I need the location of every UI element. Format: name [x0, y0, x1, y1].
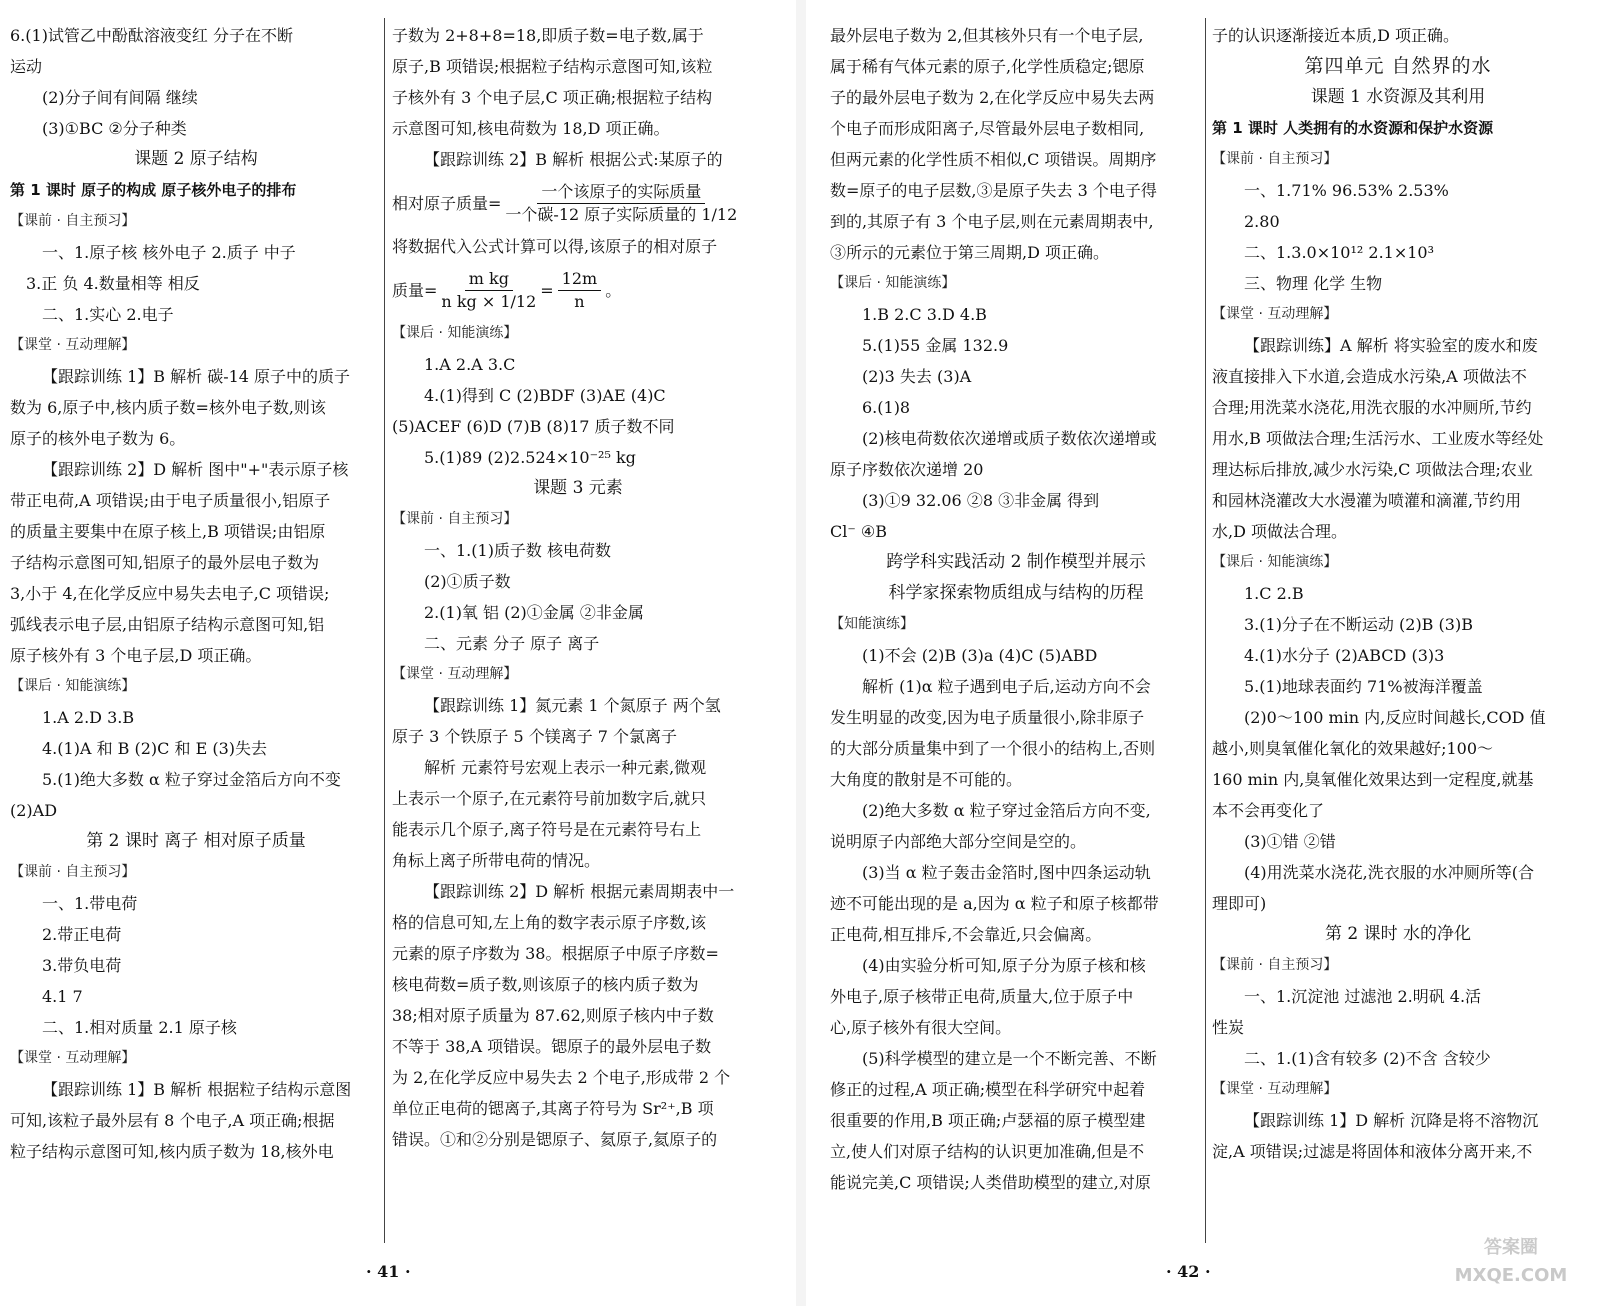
- text-line: 4.(1)得到 C (2)BDF (3)AE (4)C: [424, 386, 666, 405]
- text-line: 【课堂 · 互动理解】: [10, 337, 136, 353]
- text-line: 1.A 2.A 3.C: [424, 355, 516, 374]
- text-line: 修正的过程,A 项正确;模型在科学研究中起着: [830, 1080, 1146, 1099]
- text-line: 【课后 · 知能演练】: [392, 325, 518, 341]
- text-line: 【跟踪训练 1】B 解析 碳-14 原子中的质子: [42, 367, 351, 386]
- text-line: 三、物理 化学 生物: [1244, 274, 1383, 293]
- text-line: 课题 2 原子结构: [134, 149, 258, 169]
- text-line: 元素的原子序数为 38。根据原子中原子序数=: [392, 944, 719, 963]
- formula-denominator: 一个碳-12 原子实际质量的 1/12: [505, 204, 738, 224]
- text-line: 的大部分质量集中到了一个很小的结构上,否则: [830, 739, 1156, 758]
- text-line: 第四单元 自然界的水: [1304, 55, 1492, 77]
- text-line: 5.(1)绝大多数 α 粒子穿过金箔后方向不变: [42, 770, 341, 789]
- text-line: 的质量主要集中在原子核上,B 项错误;由铝原: [10, 522, 326, 541]
- page-number-right: · 42 ·: [1166, 1262, 1211, 1281]
- text-line: 1.A 2.D 3.B: [42, 708, 135, 727]
- text-line: 1.B 2.C 3.D 4.B: [862, 305, 987, 324]
- text-line: 160 min 内,臭氧催化效果达到一定程度,就基: [1212, 770, 1534, 789]
- text-line: (1)不会 (2)B (3)a (4)C (5)ABD: [862, 646, 1098, 665]
- text-line: 错误。①和②分别是锶原子、氦原子,氦原子的: [392, 1130, 718, 1149]
- text-line: 5.(1)89 (2)2.524×10⁻²⁵ kg: [424, 448, 636, 467]
- text-line: 理即可): [1212, 894, 1267, 913]
- text-line: 子核外有 3 个电子层,C 项正确;根据粒子结构: [392, 88, 713, 107]
- text-line: 原子序数依次递增 20: [830, 460, 984, 479]
- calc-numerator-2: 12m: [558, 268, 602, 291]
- text-line: 粒子结构示意图可知,核内质子数为 18,核外电: [10, 1142, 334, 1161]
- text-line: 理达标后排放,减少水污染,C 项做法合理;农业: [1212, 460, 1533, 479]
- text-line: 不等于 38,A 项错误。锶原子的最外层电子数: [392, 1037, 712, 1056]
- text-line: 【课堂 · 互动理解】: [10, 1050, 136, 1066]
- text-line: 二、1.相对质量 2.1 原子核: [42, 1018, 237, 1037]
- text-line: 为 2,在化学反应中易失去 2 个电子,形成带 2 个: [392, 1068, 731, 1087]
- text-line: 【课堂 · 互动理解】: [1212, 306, 1338, 322]
- text-line: 3.(1)分子在不断运动 (2)B (3)B: [1244, 615, 1473, 634]
- text-line: 单位正电荷的锶离子,其离子符号为 Sr²⁺,B 项: [392, 1099, 714, 1118]
- text-line: 格的信息可知,左上角的数字表示原子序数,该: [392, 913, 707, 932]
- column-divider-left: [384, 18, 385, 1243]
- column-2-part-b: [392, 231, 764, 262]
- text-line: 2.(1)氧 铝 (2)①金属 ②非金属: [424, 603, 644, 622]
- text-line: 可知,该粒子最外层有 8 个电子,A 项正确;根据: [10, 1111, 335, 1130]
- text-line: 但两元素的化学性质不相似,C 项错误。周期序: [830, 150, 1157, 169]
- text-line: 示意图可知,核电荷数为 18,D 项正确。: [392, 119, 670, 138]
- text-line: (2)分子间有间隔 继续: [42, 88, 198, 107]
- text-line: 用水,B 项做法合理;生活污水、工业废水等经处: [1212, 429, 1544, 448]
- text-line: 个电子而形成阳离子,尽管最外层电子数相同,: [830, 119, 1145, 138]
- text-line: 一、1.带电荷: [42, 894, 138, 913]
- text-line: 将数据代入公式计算可以得,该原子的相对原子: [392, 237, 718, 256]
- text-line: 子结构示意图可知,铝原子的最外层电子数为: [10, 553, 320, 572]
- text-line: 水,D 项做法合理。: [1212, 522, 1348, 541]
- text-line: 第 2 课时 离子 相对原子质量: [86, 831, 306, 851]
- text-line: 6.(1)8: [862, 398, 911, 417]
- text-line: 解析 元素符号宏观上表示一种元素,微观: [424, 758, 707, 777]
- text-line: 【跟踪训练】A 解析 将实验室的废水和废: [1244, 336, 1538, 355]
- text-line: 第 2 课时 水的净化: [1324, 924, 1472, 944]
- watermark-line-2: MXQE.COM: [1454, 1265, 1568, 1286]
- column-2-part-c: [392, 318, 764, 1155]
- relative-atomic-mass-formula: [392, 175, 764, 231]
- text-line: 核电荷数=质子数,则该原子的核内质子数为: [392, 975, 699, 994]
- text-line: 弧线表示电子层,由铝原子结构示意图可知,铝: [10, 615, 325, 634]
- text-line: 3,小于 4,在化学反应中易失去电子,C 项错误;: [10, 584, 330, 603]
- text-line: 正电荷,相互排斥,不会靠近,只会偏离。: [830, 925, 1102, 944]
- text-line: 一、1.原子核 核外电子 2.质子 中子: [42, 243, 296, 262]
- text-line: (4)由实验分析可知,原子分为原子核和核: [862, 956, 1146, 975]
- text-line: 【跟踪训练 1】氮元素 1 个氮原子 两个氢: [424, 696, 721, 715]
- text-line: 38;相对原子质量为 87.62,则原子核内中子数: [392, 1006, 714, 1025]
- text-line: 子的最外层电子数为 2,在化学反应中易失去两: [830, 88, 1155, 107]
- text-line: 二、1.实心 2.电子: [42, 305, 174, 324]
- text-line: 立,使人们对原子结构的认识更加准确,但是不: [830, 1142, 1145, 1161]
- text-line: 【课前 · 自主预习】: [10, 864, 136, 880]
- text-line: 科学家探索物质组成与结构的历程: [888, 583, 1144, 603]
- text-line: 【课后 · 知能演练】: [10, 678, 136, 694]
- calc-fraction-2: [558, 268, 602, 313]
- text-line: 二、1.3.0×10¹² 2.1×10³: [1244, 243, 1435, 262]
- text-line: 子的认识逐渐接近本质,D 项正确。: [1212, 26, 1460, 45]
- text-line: (3)①9 32.06 ②8 ③非金属 得到: [862, 491, 1100, 510]
- text-line: 【知能演练】: [830, 616, 914, 632]
- formula-numerator: 一个该原子的实际质量: [537, 181, 705, 204]
- right-page-column-2: [1212, 20, 1584, 1250]
- text-line: (2)绝大多数 α 粒子穿过金箔后方向不变,: [862, 801, 1151, 820]
- text-line: (3)①错 ②错: [1244, 832, 1336, 851]
- text-line: 大角度的散射是不可能的。: [830, 770, 1023, 789]
- text-line: 6.(1)试管乙中酚酞溶液变红 分子在不断: [10, 26, 294, 45]
- text-line: 很重要的作用,B 项正确;卢瑟福的原子模型建: [830, 1111, 1146, 1130]
- text-line: 外电子,原子核带正电荷,质量大,位于原子中: [830, 987, 1134, 1006]
- text-line: 2.带正电荷: [42, 925, 122, 944]
- text-line: 子数为 2+8+8=18,即质子数=电子数,属于: [392, 26, 704, 45]
- calculation-formula: [392, 262, 764, 318]
- text-line: 角标上离子所带电荷的情况。: [392, 851, 601, 870]
- text-line: (5)科学模型的建立是一个不断完善、不断: [862, 1049, 1157, 1068]
- text-line: 【课堂 · 互动理解】: [1212, 1081, 1338, 1097]
- text-line: 带正电荷,A 项错误;由于电子质量很小,铝原子: [10, 491, 331, 510]
- formula-fraction: [505, 181, 737, 226]
- text-line: 【跟踪训练 1】B 解析 根据粒子结构示意图: [42, 1080, 352, 1099]
- calc-lhs: 质量=: [392, 280, 438, 300]
- watermark-line-1: 答案圈: [1484, 1237, 1538, 1258]
- text-line: 数=原子的电子层数,③是原子失去 3 个电子得: [830, 181, 1157, 200]
- text-line: 【跟踪训练 1】D 解析 沉降是将不溶物沉: [1244, 1111, 1539, 1130]
- text-line: 能表示几个原子,离子符号是在元素符号右上: [392, 820, 702, 839]
- text-line: 二、元素 分子 原子 离子: [424, 634, 600, 653]
- formula-lhs: 相对原子质量=: [392, 193, 502, 213]
- text-line: 第 1 课时 人类拥有的水资源和保护水资源: [1212, 119, 1494, 137]
- text-line: 5.(1)55 金属 132.9: [862, 336, 1009, 355]
- text-line: 越小,则臭氧催化氧化的效果越好;100～: [1212, 739, 1494, 758]
- text-line: 液直接排入下水道,会造成水污染,A 项做法不: [1212, 367, 1527, 386]
- calc-equals: =: [540, 280, 554, 300]
- text-line: 1.C 2.B: [1244, 584, 1304, 603]
- text-line: 一、1.(1)质子数 核电荷数: [424, 541, 612, 560]
- text-line: 课题 1 水资源及其利用: [1310, 87, 1486, 107]
- text-line: 5.(1)地球表面约 71%被海洋覆盖: [1244, 677, 1483, 696]
- page-number-left: · 41 ·: [366, 1262, 411, 1281]
- text-line: (2)核电荷数依次递增或质子数依次递增或: [862, 429, 1157, 448]
- text-line: 数为 6,原子中,核内质子数=核外电子数,则该: [10, 398, 326, 417]
- text-line: (2)①质子数: [424, 572, 511, 591]
- text-line: 【跟踪训练 2】B 解析 根据公式:某原子的: [424, 150, 723, 169]
- calc-denominator-1: n kg × 1/12: [441, 291, 537, 311]
- text-line: 本不会再变化了: [1212, 801, 1325, 820]
- calc-end: 。: [605, 280, 622, 300]
- text-line: (2)3 失去 (3)A: [862, 367, 972, 386]
- text-line: 3.正 负 4.数量相等 相反: [26, 274, 200, 293]
- text-line: 一、1.沉淀池 过滤池 2.明矾 4.活: [1244, 987, 1482, 1006]
- text-line: (3)当 α 粒子轰击金箔时,图中四条运动轨: [862, 863, 1151, 882]
- text-line: 【课前 · 自主预习】: [392, 511, 518, 527]
- calc-fraction-1: [441, 268, 536, 313]
- text-line: 【课前 · 自主预习】: [1212, 151, 1338, 167]
- text-line: (2)AD: [10, 801, 58, 820]
- text-line: 运动: [10, 57, 43, 76]
- text-line: 能说完美,C 项错误;人类借助模型的建立,对原: [830, 1173, 1151, 1192]
- text-line: 跨学科实践活动 2 制作模型并展示: [886, 552, 1146, 572]
- text-line: 【课后 · 知能演练】: [1212, 554, 1338, 570]
- text-line: 【跟踪训练 2】D 解析 根据元素周期表中一: [424, 882, 735, 901]
- text-line: 属于稀有气体元素的原子,化学性质稳定;锶原: [830, 57, 1145, 76]
- calc-numerator-1: m kg: [465, 268, 513, 291]
- page-gutter: [796, 0, 806, 1306]
- text-line: 3.带负电荷: [42, 956, 122, 975]
- text-line: 4.(1)A 和 B (2)C 和 E (3)失去: [42, 739, 268, 758]
- text-line: 4.(1)水分子 (2)ABCD (3)3: [1244, 646, 1445, 665]
- text-line: 性炭: [1212, 1018, 1245, 1037]
- text-line: 说明原子内部绝大部分空间是空的。: [830, 832, 1087, 851]
- text-line: (5)ACEF (6)D (7)B (8)17 质子数不同: [392, 417, 675, 436]
- calc-denominator-2: n: [574, 291, 585, 311]
- watermark-logo: [1436, 1234, 1586, 1294]
- text-line: 【课后 · 知能演练】: [830, 275, 956, 291]
- text-line: 【课前 · 自主预习】: [10, 213, 136, 229]
- text-line: 发生明显的改变,因为电子质量很小,除非原子: [830, 708, 1145, 727]
- left-page-column-1: [10, 20, 382, 1250]
- text-line: 原子 3 个铁原子 5 个镁离子 7 个氯离子: [392, 727, 678, 746]
- text-line: 【课前 · 自主预习】: [1212, 957, 1338, 973]
- text-line: 原子,B 项错误;根据粒子结构示意图可知,该粒: [392, 57, 713, 76]
- text-line: (2)0～100 min 内,反应时间越长,COD 值: [1244, 708, 1546, 727]
- text-line: 解析 (1)α 粒子遇到电子后,运动方向不会: [862, 677, 1151, 696]
- text-line: 和园林浇灌改大水漫灌为喷灌和滴灌,节约用: [1212, 491, 1522, 510]
- text-line: 课题 3 元素: [533, 478, 623, 498]
- text-line: Cl⁻ ④B: [830, 522, 887, 541]
- text-line: 第 1 课时 原子的构成 原子核外电子的排布: [10, 181, 297, 199]
- text-line: 4.1 7: [42, 987, 83, 1006]
- column-divider-right: [1205, 18, 1206, 1243]
- text-line: 一、1.71% 96.53% 2.53%: [1244, 181, 1449, 200]
- text-line: 心,原子核外有很大空间。: [830, 1018, 1012, 1037]
- text-line: (4)用洗菜水浇花,洗衣服的水冲厕所等(合: [1244, 863, 1534, 882]
- text-line: 到的,其原子有 3 个电子层,则在元素周期表中,: [830, 212, 1154, 231]
- text-line: 最外层电子数为 2,但其核外只有一个电子层,: [830, 26, 1144, 45]
- text-line: 淀,A 项错误;过滤是将固体和液体分离开来,不: [1212, 1142, 1533, 1161]
- text-line: 上表示一个原子,在元素符号前加数字后,就只: [392, 789, 707, 808]
- column-2-part-a: [392, 20, 764, 175]
- text-line: 原子的核外电子数为 6。: [10, 429, 186, 448]
- text-line: ③所示的元素位于第三周期,D 项正确。: [830, 243, 1110, 262]
- left-page-column-2: [392, 20, 764, 1250]
- text-line: 【课堂 · 互动理解】: [392, 666, 518, 682]
- text-line: 原子核外有 3 个电子层,D 项正确。: [10, 646, 262, 665]
- text-line: 二、1.(1)含有较多 (2)不含 含较少: [1244, 1049, 1491, 1068]
- text-line: 合理;用洗菜水浇花,用洗衣服的水冲厕所,节约: [1212, 398, 1532, 417]
- text-line: 迹不可能出现的是 a,因为 α 粒子和原子核都带: [830, 894, 1159, 913]
- right-page-column-1: [830, 20, 1202, 1250]
- text-line: 2.80: [1244, 212, 1280, 231]
- text-line: (3)①BC ②分子种类: [42, 119, 187, 138]
- text-line: 【跟踪训练 2】D 解析 图中"+"表示原子核: [42, 460, 349, 479]
